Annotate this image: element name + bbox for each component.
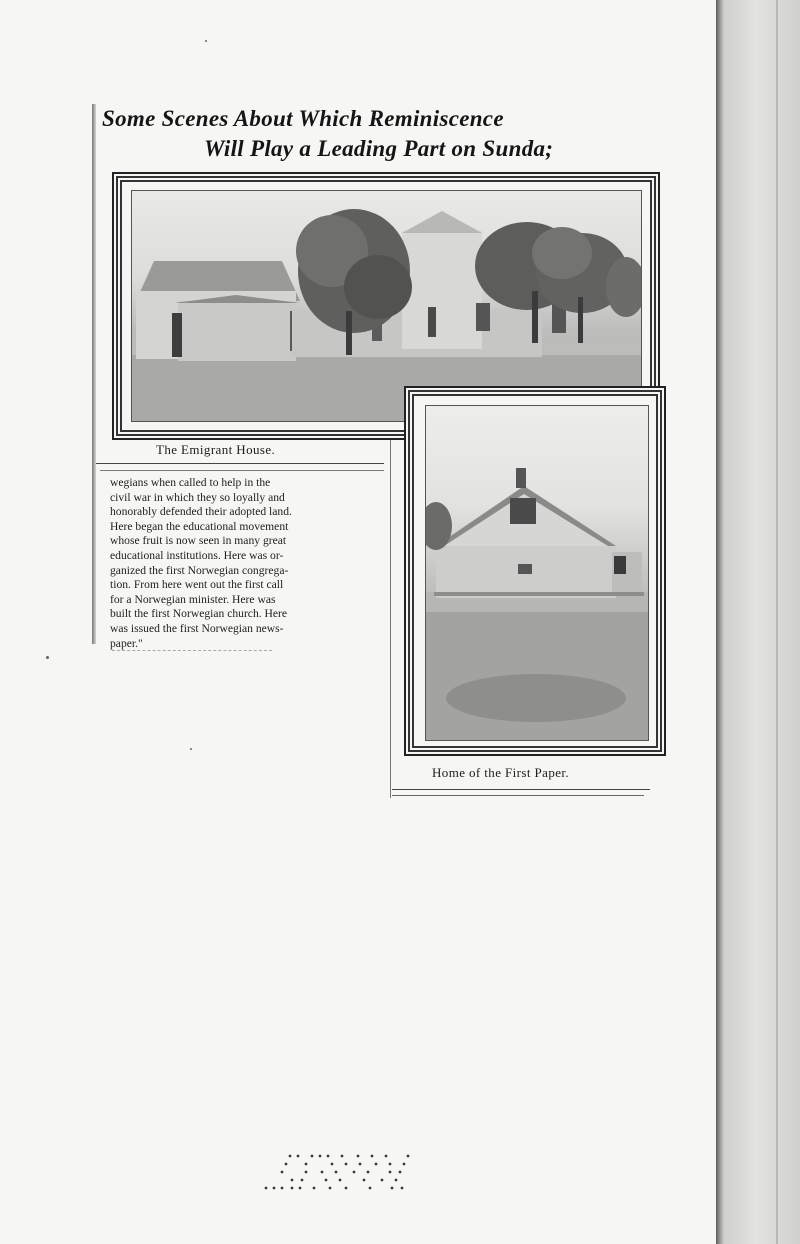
article-line: for a Norwegian minister. Here was: [110, 592, 276, 606]
page-edge: [716, 0, 800, 1244]
perforation-stamp: [262, 1152, 422, 1192]
speck: [190, 748, 192, 750]
speck: [205, 40, 207, 42]
article-line: Here began the educational movement: [110, 519, 289, 533]
article-line: educational institutions. Here was or-: [110, 548, 284, 562]
article-line: built the first Norwegian church. Here: [110, 607, 288, 621]
article-line: civil war in which they so loyally and: [110, 490, 285, 504]
article-line: wegians when called to help in the: [110, 476, 271, 489]
caption-rule-top: [96, 463, 384, 464]
article-line: whose fruit is now seen in many great: [110, 534, 287, 548]
first-paper-photo: [425, 405, 649, 741]
bottom-rule-1: [392, 789, 650, 790]
article-line: honorably defended their adopted land.: [110, 505, 292, 519]
article-line: paper.": [110, 636, 143, 650]
page-edge-line: [776, 0, 778, 1244]
article-line: tion. From here went out the first call: [110, 578, 284, 592]
first-paper-caption: Home of the First Paper.: [432, 765, 570, 780]
article-text: [110, 476, 390, 651]
bottom-rule-2: [392, 795, 644, 796]
first-paper-image: [426, 406, 648, 740]
headline-line-1: Some Scenes About Which Reminiscence: [102, 106, 504, 131]
headline-line-2: Will Play a Leading Part on Sunda;: [204, 136, 554, 161]
bottom-rule-left: [390, 440, 391, 798]
caption-rule-bottom: [100, 470, 384, 471]
clipping-edge: [92, 104, 96, 644]
article-bottom-rule: [112, 650, 272, 651]
speck: [46, 656, 49, 659]
emigrant-house-caption: The Emigrant House.: [156, 442, 276, 457]
article-line: was issued the first Norwegian news-: [110, 621, 284, 635]
headline: [102, 104, 682, 164]
article-line: ganized the first Norwegian congrega-: [110, 563, 289, 577]
